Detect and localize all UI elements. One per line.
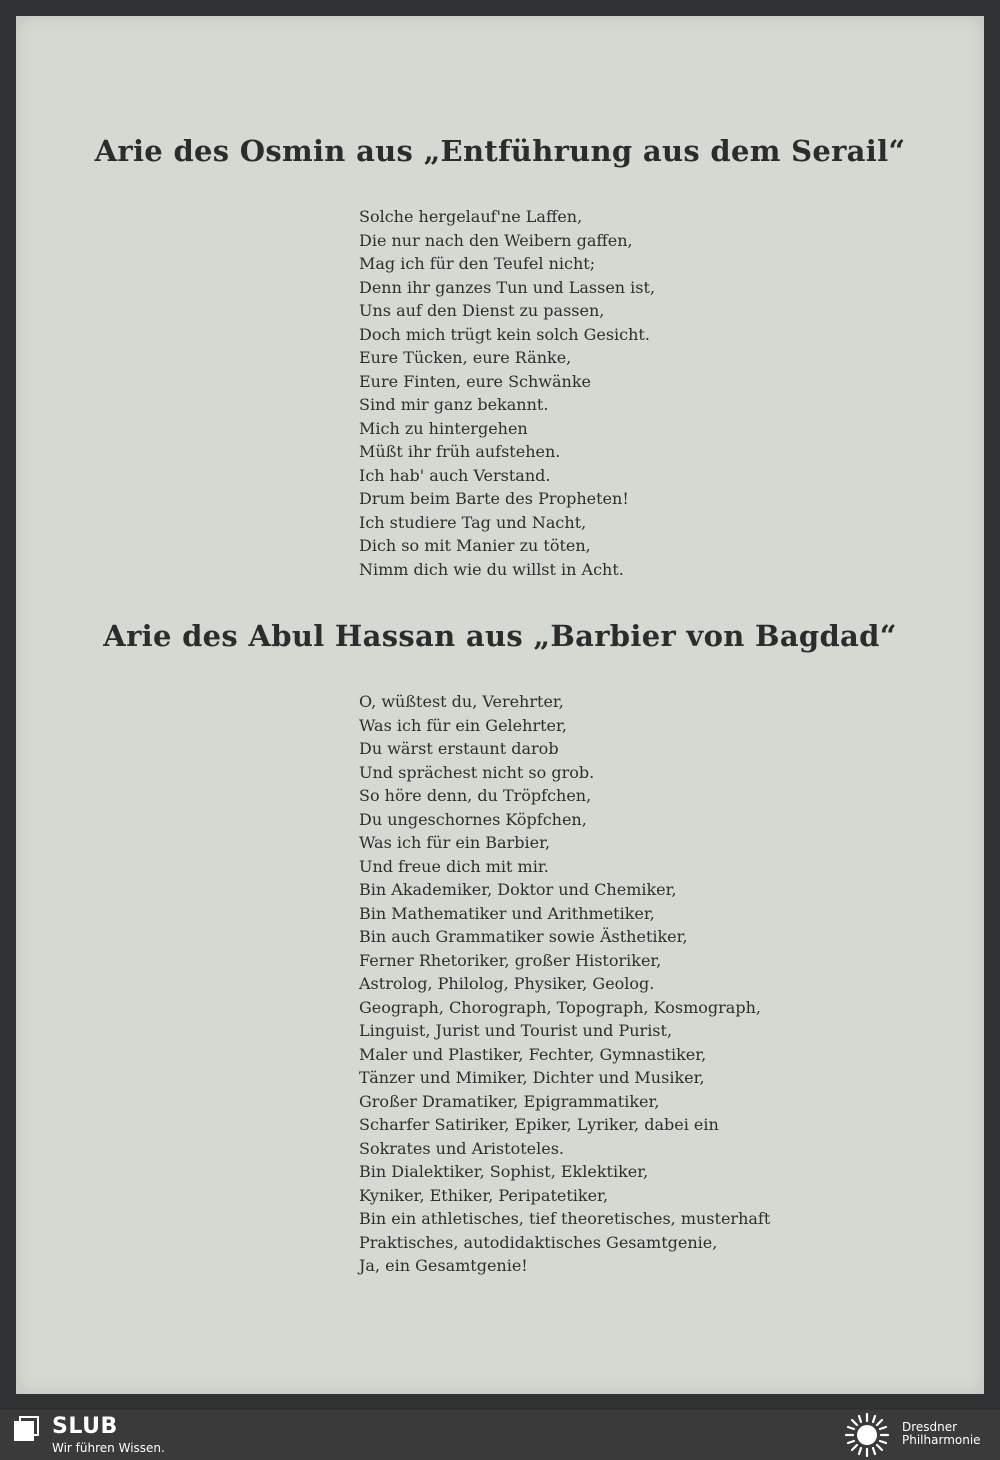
verse-line: Du wärst erstaunt darob	[359, 739, 559, 758]
verse-line: Und freue dich mit mir.	[359, 856, 549, 876]
verse-line: Bin Mathematiker und Arithmetiker,	[359, 903, 655, 923]
verse-line: Müßt ihr früh aufstehen.	[359, 442, 561, 461]
verse-line: Eure Finten, eure Schwänke	[359, 371, 591, 391]
section-2-verse	[359, 690, 770, 1278]
philharmonie-name-line1: Dresdner	[902, 1420, 958, 1434]
verse-line: Bin Akademiker, Doktor und Chemiker,	[359, 880, 677, 899]
verse-line: Tänzer und Mimiker, Dichter und Musiker,	[359, 1068, 705, 1087]
verse-line: Kyniker, Ethiker, Peripatetiker,	[359, 1185, 609, 1205]
philharmonie-name	[902, 1421, 981, 1447]
verse-line: Was ich für ein Barbier,	[359, 833, 551, 852]
verse-line: Doch mich trügt kein solch Gesicht.	[359, 324, 650, 344]
verse-line: Sokrates und Aristoteles.	[359, 1138, 564, 1158]
verse-line: Praktisches, autodidaktisches Gesamtgenie,	[359, 1232, 718, 1252]
verse-line: Dich so mit Manier zu töten,	[359, 536, 591, 555]
verse-line: Sind mir ganz bekannt.	[359, 395, 549, 414]
verse-line: Großer Dramatiker, Epigrammatiker,	[359, 1091, 660, 1111]
verse-line: Astrolog, Philolog, Physiker, Geolog.	[359, 974, 655, 993]
verse-line: Bin Dialektiker, Sophist, Eklektiker,	[359, 1162, 649, 1181]
verse-line: Solche hergelauf'ne Laffen,	[359, 207, 583, 226]
philharmonie-sun-icon[interactable]	[842, 1412, 892, 1458]
verse-line: Nimm dich wie du willst in Acht.	[359, 559, 624, 579]
verse-line: Scharfer Satiriker, Epiker, Lyriker, dabei ein	[359, 1115, 719, 1134]
section-2-title: Arie des Abul Hassan aus „Barbier von Bagdad“	[103, 619, 897, 653]
verse-line: Uns auf den Dienst zu passen,	[359, 301, 605, 320]
verse-line: Und sprächest nicht so grob.	[359, 762, 595, 782]
verse-line: O, wüßtest du, Verehrter,	[359, 692, 564, 711]
philharmonie-name-line2: Philharmonie	[902, 1433, 981, 1447]
document-page	[16, 16, 984, 1394]
verse-line: Ich studiere Tag und Nacht,	[359, 512, 587, 532]
footer-bar	[0, 1410, 1000, 1460]
verse-line: Ja, ein Gesamtgenie!	[359, 1256, 528, 1275]
verse-line: Geograph, Chorograph, Topograph, Kosmograph,	[359, 997, 761, 1017]
slub-tagline: Wir führen Wissen.	[52, 1441, 165, 1455]
slub-name: SLUB	[52, 1414, 118, 1439]
verse-line: Du ungeschornes Köpfchen,	[359, 809, 587, 829]
section-1-title: Arie des Osmin aus „Entführung aus dem Serail“	[94, 134, 906, 168]
slub-logo-icon[interactable]	[12, 1415, 40, 1443]
verse-line: Mag ich für den Teufel nicht;	[359, 254, 596, 273]
verse-line: Bin auch Grammatiker sowie Ästhetiker,	[359, 927, 688, 946]
verse-line: Denn ihr ganzes Tun und Lassen ist,	[359, 277, 656, 297]
verse-line: Eure Tücken, eure Ränke,	[359, 348, 572, 367]
verse-line: Die nur nach den Weibern gaffen,	[359, 230, 633, 250]
verse-line: So höre denn, du Tröpfchen,	[359, 786, 592, 805]
verse-line: Maler und Plastiker, Fechter, Gymnastiker,	[359, 1044, 707, 1064]
verse-line: Linguist, Jurist und Tourist und Purist,	[359, 1021, 673, 1040]
verse-line: Mich zu hintergehen	[359, 418, 528, 438]
verse-line: Was ich für ein Gelehrter,	[359, 715, 567, 735]
section-1-verse	[359, 205, 655, 581]
verse-line: Ferner Rhetoriker, großer Historiker,	[359, 950, 662, 970]
verse-line: Bin ein athletisches, tief theoretisches, musterhaft	[359, 1209, 771, 1228]
verse-line: Drum beim Barte des Propheten!	[359, 489, 629, 508]
verse-line: Ich hab' auch Verstand.	[359, 465, 551, 485]
